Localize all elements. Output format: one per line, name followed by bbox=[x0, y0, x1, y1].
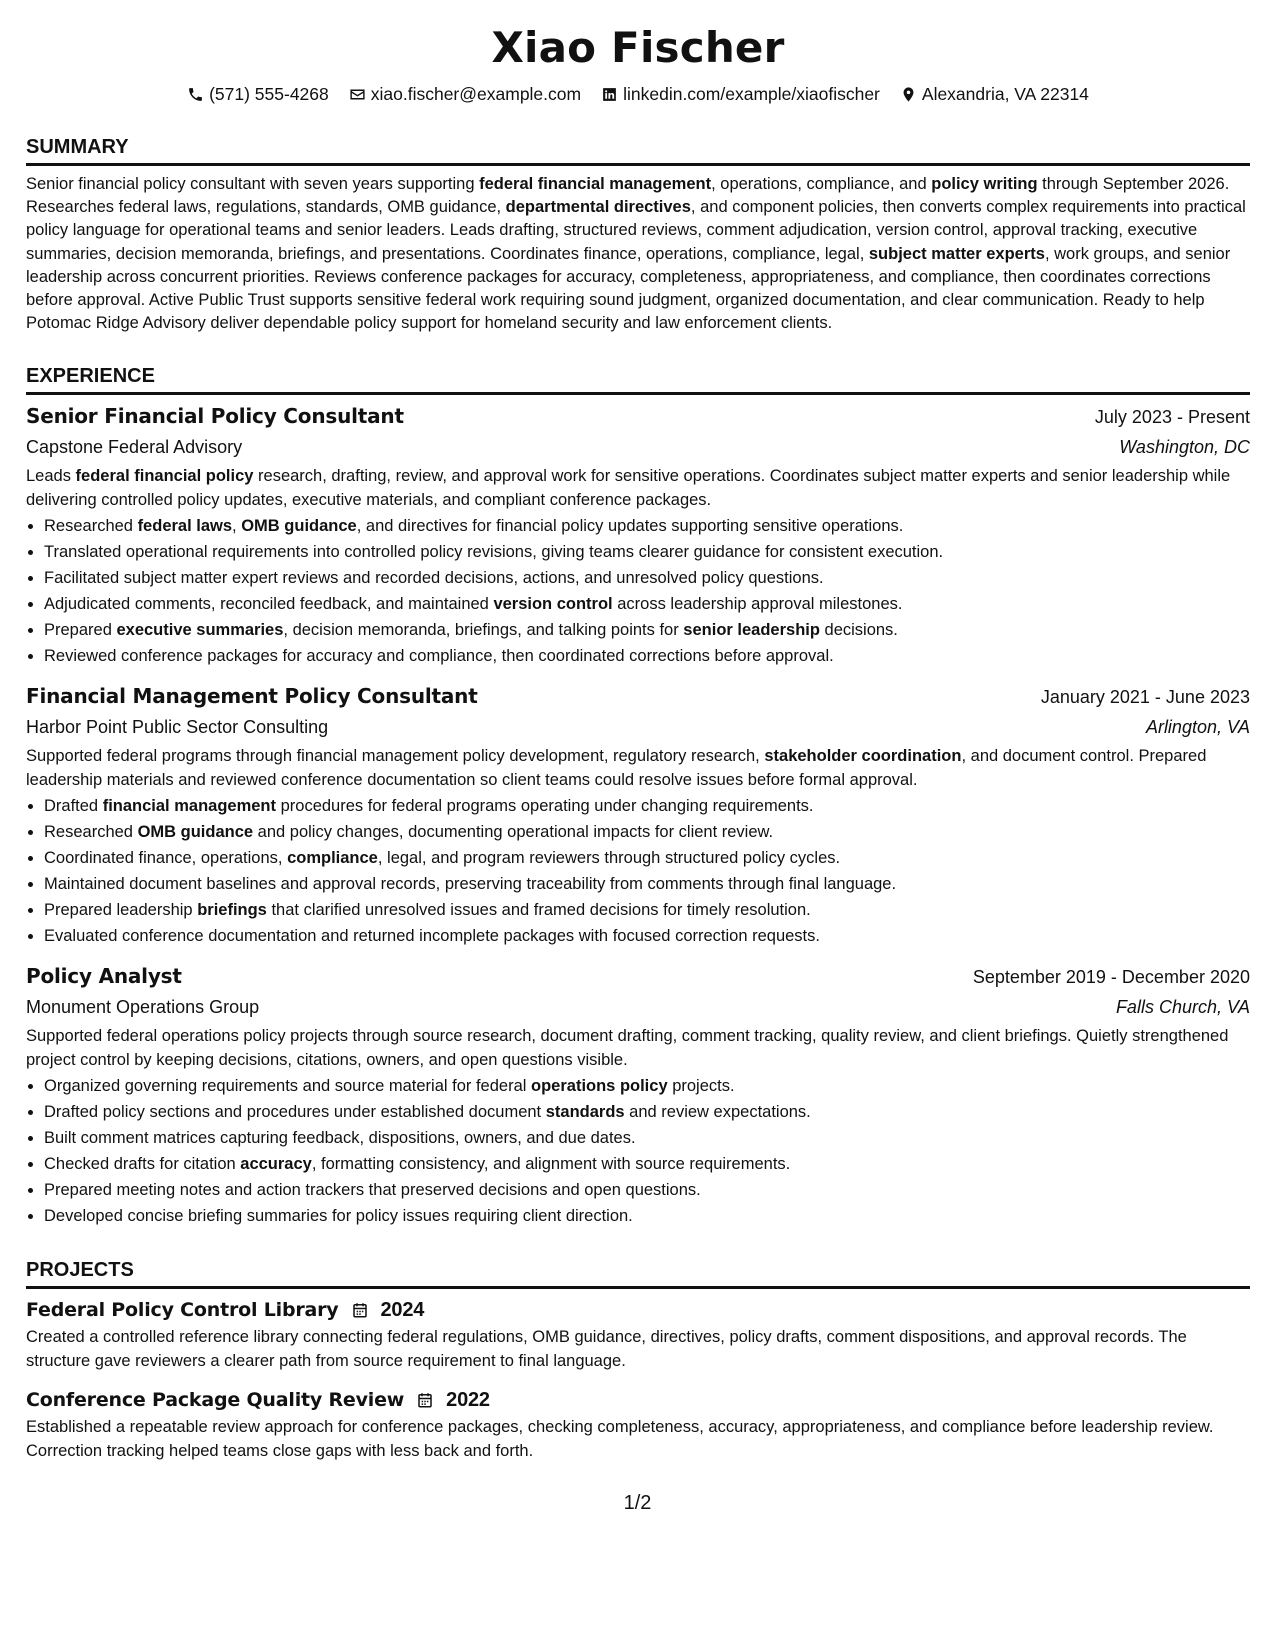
job-location: Washington, DC bbox=[1119, 437, 1250, 458]
candidate-name: Xiao Fischer bbox=[491, 23, 785, 72]
company-name: Harbor Point Public Sector Consulting bbox=[26, 717, 329, 738]
job-entry bbox=[26, 961, 1250, 1229]
resume-page bbox=[26, 22, 1250, 1463]
bullet-item: • Reviewed conference packages for accuracy and compliance, then coordinated corrections before approval. bbox=[44, 643, 1250, 669]
linkedin-text[interactable]: linkedin.com/example/xiaofischer bbox=[623, 84, 880, 104]
job-description: Supported federal operations policy projects through source research, document drafting, comment tracking, quality review, and client briefings. Quietly strengthened project control by keeping decisions, citations, owners, and open questions visible. bbox=[26, 1027, 1229, 1069]
project-name: Conference Package Quality Review bbox=[26, 1389, 405, 1412]
job-bullets bbox=[26, 513, 1250, 669]
bullet-item: • Evaluated conference documentation and returned incomplete packages with focused correction requests. bbox=[44, 923, 1250, 949]
job-company-row bbox=[26, 992, 1250, 1022]
job-description: Supported federal programs through financial management policy development, regulatory research, stakeholder coordination, and document control. Prepared leadership materials and reviewed conference documentation so client teams could resolve issues before formal approval. bbox=[26, 747, 1207, 789]
contact-location bbox=[900, 82, 1089, 106]
job-list bbox=[26, 401, 1250, 1229]
bold-keyword: financial management bbox=[102, 797, 277, 816]
bold-keyword: senior leadership bbox=[683, 621, 820, 640]
project-description: Created a controlled reference library connecting federal regulations, OMB guidance, directives, policy drafts, comment dispositions, and approval records. The structure gave reviewers a clearer path from source requirement to final language. bbox=[26, 1328, 1187, 1370]
bullet-item: • Adjudicated comments, reconciled feedback, and maintained version control across leadership approval milestones. bbox=[44, 591, 1250, 617]
bullet-item: • Facilitated subject matter expert reviews and recorded decisions, actions, and unresolved policy questions. bbox=[44, 565, 1250, 591]
job-bullets bbox=[26, 793, 1250, 949]
bullet-item: • Prepared meeting notes and action trackers that preserved decisions and open questions. bbox=[44, 1177, 1250, 1203]
bold-keyword: executive summaries bbox=[116, 621, 284, 640]
bold-keyword: federal financial management bbox=[479, 175, 712, 193]
bullet-item: • Drafted financial management procedures for federal programs operating under changing requirements. bbox=[44, 793, 1250, 819]
bold-keyword: briefings bbox=[197, 901, 267, 920]
experience-heading: EXPERIENCE bbox=[26, 363, 1250, 395]
page-number: 1/2 bbox=[623, 1492, 652, 1514]
bold-keyword: OMB guidance bbox=[137, 823, 254, 842]
bold-keyword: accuracy bbox=[240, 1155, 312, 1174]
bold-keyword: federal laws bbox=[137, 517, 233, 536]
bold-keyword: operations policy bbox=[531, 1077, 668, 1096]
bullet-item: • Developed concise briefing summaries for policy issues requiring client direction. bbox=[44, 1203, 1250, 1229]
job-location: Arlington, VA bbox=[1145, 717, 1250, 738]
job-title: Financial Management Policy Consultant bbox=[26, 684, 478, 709]
summary-section bbox=[26, 134, 1250, 335]
bullet-item: • Built comment matrices capturing feedback, dispositions, owners, and due dates. bbox=[44, 1125, 1250, 1151]
email-text[interactable]: xiao.fischer@example.com bbox=[370, 84, 582, 104]
bullet-item: • Researched federal laws, OMB guidance, and directives for financial policy updates supporting sensitive operations. bbox=[44, 513, 1250, 539]
summary-heading: SUMMARY bbox=[26, 134, 1250, 166]
map-pin-icon bbox=[900, 86, 917, 103]
job-description: Leads federal financial policy research, drafting, review, and approval work for sensitive operations. Coordinates subject matter experts and senior leadership while delivering controlled policy updates, executive materials, and compliant conference packages. bbox=[26, 467, 1231, 509]
job-header-row bbox=[26, 681, 1250, 712]
bold-keyword: standards bbox=[545, 1103, 625, 1122]
job-company-row bbox=[26, 712, 1250, 742]
projects-section bbox=[26, 1257, 1250, 1463]
project-year: 2024 bbox=[380, 1299, 425, 1322]
company-name: Monument Operations Group bbox=[26, 997, 260, 1018]
project-header bbox=[26, 1385, 1250, 1415]
project-header bbox=[26, 1295, 1250, 1325]
bullet-item: • Researched OMB guidance and policy changes, documenting operational impacts for client review. bbox=[44, 819, 1250, 845]
location-text: Alexandria, VA 22314 bbox=[921, 84, 1089, 104]
bold-keyword: policy writing bbox=[931, 175, 1038, 193]
bullet-item: • Prepared executive summaries, decision memoranda, briefings, and talking points for senior leadership decisions. bbox=[44, 617, 1250, 643]
contact-phone bbox=[187, 82, 329, 106]
job-entry bbox=[26, 681, 1250, 949]
bullet-item: • Maintained document baselines and approval records, preserving traceability from comments through final language. bbox=[44, 871, 1250, 897]
project-entry bbox=[26, 1295, 1250, 1373]
linkedin-icon bbox=[601, 86, 618, 103]
job-dates: January 2021 - June 2023 bbox=[1040, 687, 1250, 708]
job-title: Policy Analyst bbox=[26, 964, 182, 989]
project-description: Established a repeatable review approach for conference packages, checking completeness, accuracy, appropriateness, and compliance before leadership review. Correction tracking helped teams close gaps with less back and forth. bbox=[26, 1418, 1214, 1460]
job-header-row bbox=[26, 961, 1250, 992]
bullet-item: • Drafted policy sections and procedures under established document standards and review expectations. bbox=[44, 1099, 1250, 1125]
bold-keyword: version control bbox=[493, 595, 613, 614]
project-year: 2022 bbox=[446, 1389, 490, 1412]
bold-keyword: stakeholder coordination bbox=[764, 747, 962, 766]
bullet-item: • Checked drafts for citation accuracy, formatting consistency, and alignment with source requirements. bbox=[44, 1151, 1250, 1177]
calendar-icon bbox=[416, 1391, 434, 1409]
bold-keyword: compliance bbox=[287, 849, 378, 868]
bold-keyword: departmental directives bbox=[505, 198, 691, 217]
job-dates: September 2019 - December 2020 bbox=[972, 967, 1250, 988]
contact-email[interactable] bbox=[349, 82, 581, 106]
bullet-item: • Prepared leadership briefings that clarified unresolved issues and framed decisions for timely resolution. bbox=[44, 897, 1250, 923]
project-list bbox=[26, 1295, 1250, 1463]
bullet-item: • Organized governing requirements and source material for federal operations policy projects. bbox=[44, 1073, 1250, 1099]
job-entry bbox=[26, 401, 1250, 669]
project-entry bbox=[26, 1385, 1250, 1463]
bullet-item: • Translated operational requirements into controlled policy revisions, giving teams clearer guidance for consistent execution. bbox=[44, 539, 1250, 565]
envelope-icon bbox=[349, 86, 366, 103]
bullet-item: • Coordinated finance, operations, compliance, legal, and program reviewers through structured policy cycles. bbox=[44, 845, 1250, 871]
job-dates: July 2023 - Present bbox=[1094, 407, 1250, 428]
contact-bar bbox=[26, 82, 1250, 106]
project-name: Federal Policy Control Library bbox=[26, 1299, 339, 1322]
bold-keyword: federal financial policy bbox=[75, 467, 254, 486]
job-title: Senior Financial Policy Consultant bbox=[26, 404, 404, 429]
job-location: Falls Church, VA bbox=[1115, 997, 1250, 1018]
job-company-row bbox=[26, 432, 1250, 462]
contact-linkedin[interactable] bbox=[601, 82, 880, 106]
calendar-icon bbox=[351, 1301, 369, 1319]
bold-keyword: subject matter experts bbox=[868, 244, 1045, 263]
job-header-row bbox=[26, 401, 1250, 432]
summary-text: Senior financial policy consultant with seven years supporting federal financial management, operations, compliance, and policy writing through September 2026. Researches federal laws, regulations, standards, OMB guidance, departmental directives, and component policies, then converts complex requirements into practical policy language for operational teams and senior leaders. Leads drafting, structured reviews, comment adjudication, version control, approval tracking, executive summaries, decision memoranda, briefings, and presentations. Coordinates finance, operations, compliance, legal, subject matter experts, work groups, and senior leadership across concurrent priorities. Reviews conference packages for accuracy, completeness, appropriateness, and compliance, then coordinates corrections before approval. Active Public Trust supports sensitive federal work requiring sound judgment, organized documentation, and clear communication. Ready to help Potomac Ridge Advisory deliver dependable policy support for homeland security and law enforcement clients. bbox=[26, 175, 1246, 333]
projects-heading: PROJECTS bbox=[26, 1257, 1250, 1289]
phone-icon bbox=[187, 86, 204, 103]
experience-section bbox=[26, 363, 1250, 1229]
phone-text: (571) 555-4268 bbox=[209, 84, 329, 104]
job-bullets bbox=[26, 1073, 1250, 1229]
company-name: Capstone Federal Advisory bbox=[26, 437, 243, 458]
bold-keyword: OMB guidance bbox=[241, 517, 357, 536]
